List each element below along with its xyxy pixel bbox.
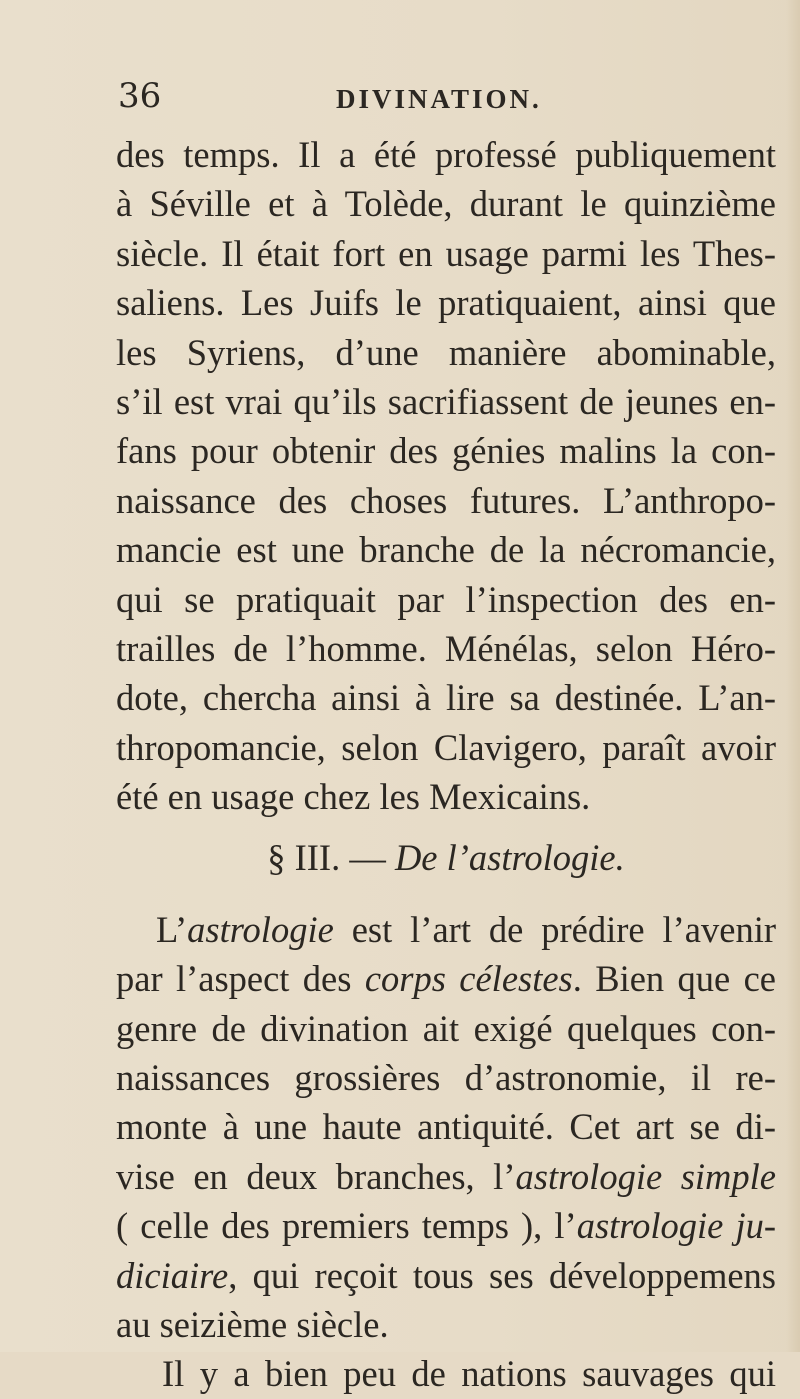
spacer [116, 821, 776, 833]
section-heading [116, 833, 776, 882]
text-line: au seizième siècle. [116, 1303, 389, 1345]
text-line: dote, chercha ainsi à lire sa destinée. L’an- [116, 677, 776, 719]
section-title: De l’astrologie. [394, 837, 625, 879]
text-span: , qui reçoit tous ses développemens [228, 1254, 776, 1296]
page-number: 36 [118, 76, 162, 116]
spacer [116, 883, 776, 905]
italic-term: astrologie [187, 908, 334, 950]
text-line: monte à une haute antiquité. Cet art se di- [116, 1106, 776, 1148]
text-line: trailles de l’homme. Ménélas, selon Héro- [116, 627, 776, 669]
paragraph-1 [116, 130, 776, 821]
page-edge-shadow [786, 0, 800, 1352]
text-line: naissances grossières d’astronomie, il re- [116, 1057, 776, 1099]
text-line: qui se pratiquait par l’inspection des en- [116, 578, 776, 620]
text-line: thropomancie, selon Clavigero, paraît avoir [116, 726, 776, 768]
text-line: à Séville et à Tolède, durant le quinzième [116, 183, 776, 225]
text-line [116, 1152, 776, 1201]
italic-term: diciaire [116, 1254, 229, 1296]
text-line: Il y a bien peu de nations sauvages qui [162, 1353, 776, 1395]
text-line: mancie est une branche de la nécromancie, [116, 529, 776, 571]
page-header [118, 76, 678, 116]
text-span: L’ [156, 908, 188, 950]
text-span: par l’aspect des [116, 958, 365, 1000]
text-line: genre de divination ait exigé quelques con- [116, 1007, 776, 1049]
text-line: fans pour obtenir des génies malins la con- [116, 430, 776, 472]
running-head: DIVINATION. [336, 84, 542, 114]
text-span: vise en deux branches, l’ [116, 1155, 516, 1197]
text-line [116, 1251, 776, 1300]
section-number: § III. — [267, 837, 395, 879]
text-line: les Syriens, d’une manière abominable, [116, 331, 776, 373]
text-line: siècle. Il était fort en usage parmi les Thes- [116, 232, 776, 274]
text-line: naissance des choses futures. L’anthropo- [116, 479, 776, 521]
text-line: des temps. Il a été professé publiquement [116, 134, 776, 175]
text-line [116, 905, 776, 954]
text-line [116, 1201, 776, 1250]
italic-term: corps célestes [364, 958, 573, 1000]
italic-term: astrologie ju- [576, 1205, 776, 1247]
text-span: . Bien que ce [572, 958, 776, 1000]
italic-term: astrologie simple [515, 1155, 776, 1197]
text-line: s’il est vrai qu’ils sacrifiassent de jeunes en- [116, 380, 776, 422]
text-span: ( celle des premiers temps ), l’ [116, 1205, 577, 1247]
text-line [116, 954, 776, 1003]
text-line: saliens. Les Juifs le pratiquaient, ainsi que [116, 282, 776, 324]
paragraph-2 [116, 905, 776, 1350]
paragraph-3 [116, 1349, 776, 1398]
text-span: est l’art de prédire l’avenir [333, 908, 776, 950]
text-line: été en usage chez les Mexicains. [116, 776, 591, 818]
body-text [116, 130, 776, 1399]
